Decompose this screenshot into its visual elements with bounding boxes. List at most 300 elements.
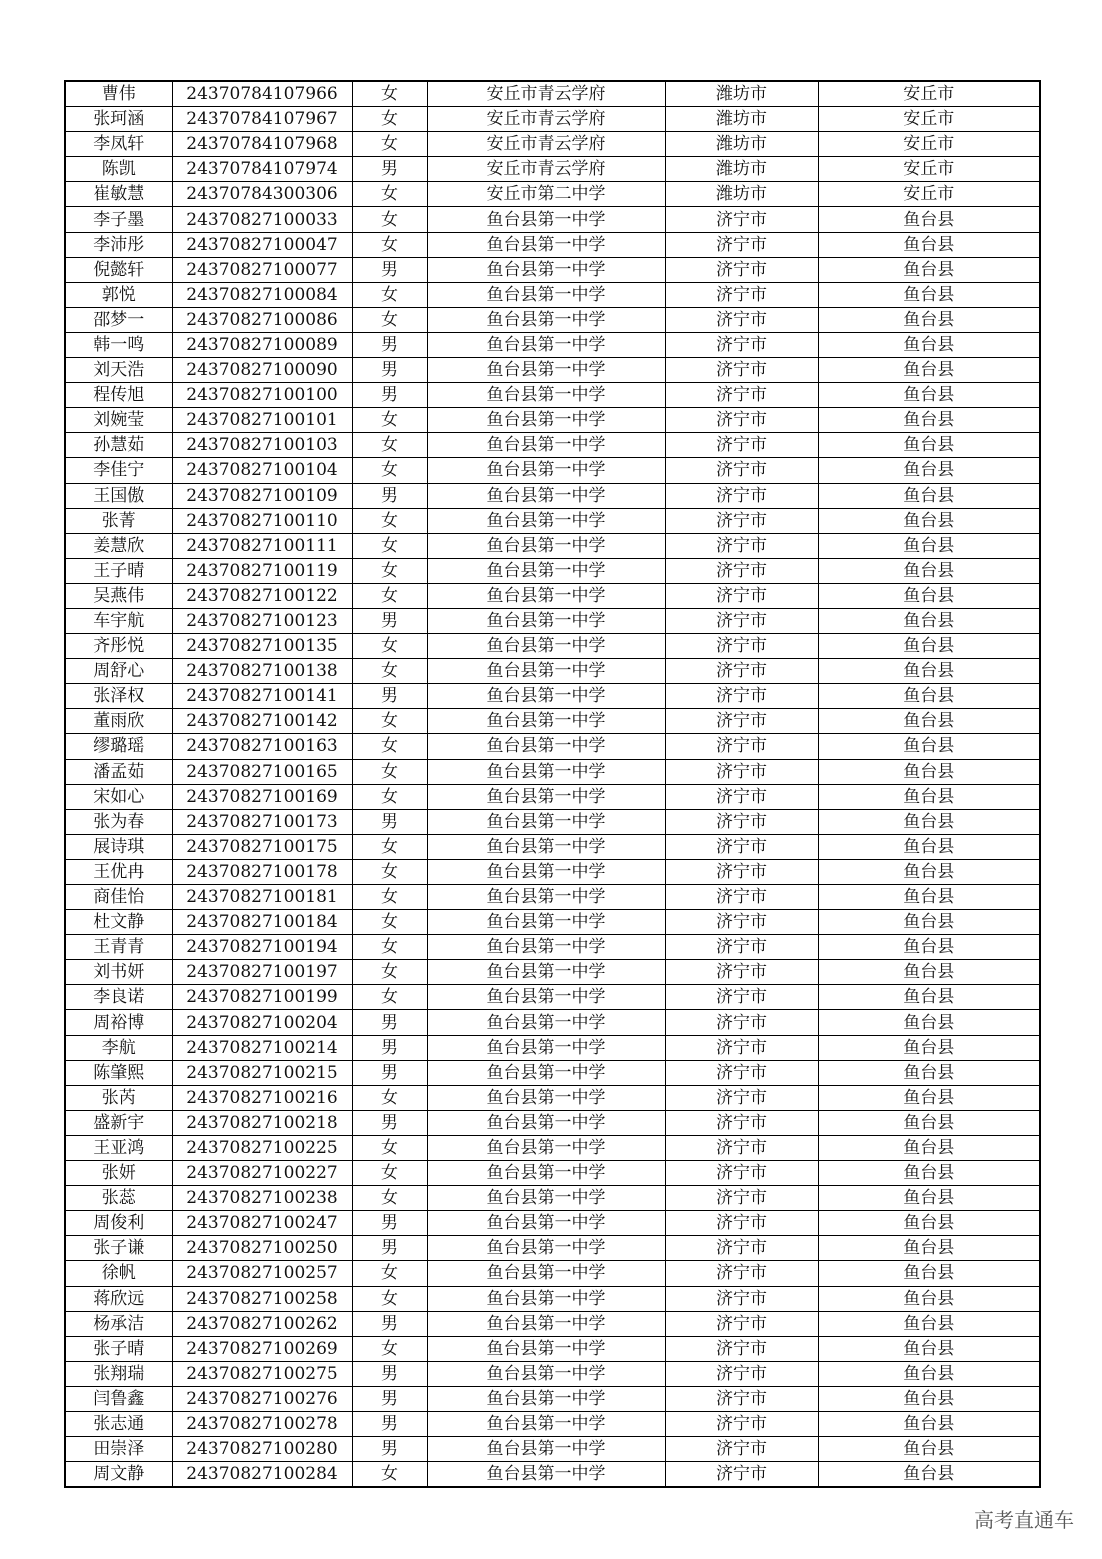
gender-cell: 女 — [352, 508, 427, 533]
gender-cell: 男 — [352, 1437, 427, 1462]
gender-cell: 女 — [352, 885, 427, 910]
city-cell: 济宁市 — [665, 734, 818, 759]
school-cell: 鱼台县第一中学 — [427, 307, 665, 332]
exam-number-cell: 24370827100142 — [172, 709, 352, 734]
gender-cell: 男 — [352, 1010, 427, 1035]
city-cell: 济宁市 — [665, 1236, 818, 1261]
school-cell: 鱼台县第一中学 — [427, 910, 665, 935]
city-cell: 潍坊市 — [665, 182, 818, 207]
table-row — [65, 985, 1040, 1010]
gender-cell: 女 — [352, 81, 427, 107]
county-cell: 鱼台县 — [818, 282, 1040, 307]
exam-number-cell: 24370827100284 — [172, 1462, 352, 1488]
city-cell: 潍坊市 — [665, 81, 818, 107]
gender-cell: 女 — [352, 1186, 427, 1211]
county-cell: 鱼台县 — [818, 433, 1040, 458]
gender-cell: 女 — [352, 132, 427, 157]
city-cell: 济宁市 — [665, 935, 818, 960]
school-cell: 安丘市第二中学 — [427, 182, 665, 207]
name-cell: 张翔瑞 — [65, 1361, 172, 1386]
gender-cell: 女 — [352, 458, 427, 483]
city-cell: 潍坊市 — [665, 157, 818, 182]
city-cell: 济宁市 — [665, 1286, 818, 1311]
county-cell: 鱼台县 — [818, 910, 1040, 935]
gender-cell: 女 — [352, 182, 427, 207]
exam-number-cell: 24370827100135 — [172, 634, 352, 659]
name-cell: 李沛彤 — [65, 232, 172, 257]
exam-number-cell: 24370784107967 — [172, 107, 352, 132]
table-row — [65, 257, 1040, 282]
county-cell: 鱼台县 — [818, 809, 1040, 834]
gender-cell: 女 — [352, 307, 427, 332]
gender-cell: 女 — [352, 1161, 427, 1186]
name-cell: 王子晴 — [65, 558, 172, 583]
gender-cell: 女 — [352, 533, 427, 558]
gender-cell: 女 — [352, 734, 427, 759]
school-cell: 鱼台县第一中学 — [427, 1336, 665, 1361]
exam-number-cell: 24370827100257 — [172, 1261, 352, 1286]
exam-number-cell: 24370827100194 — [172, 935, 352, 960]
table-row — [65, 207, 1040, 232]
school-cell: 鱼台县第一中学 — [427, 458, 665, 483]
school-cell: 鱼台县第一中学 — [427, 1035, 665, 1060]
school-cell: 鱼台县第一中学 — [427, 608, 665, 633]
city-cell: 济宁市 — [665, 1060, 818, 1085]
school-cell: 鱼台县第一中学 — [427, 734, 665, 759]
county-cell: 鱼台县 — [818, 383, 1040, 408]
gender-cell: 女 — [352, 1336, 427, 1361]
gender-cell: 女 — [352, 935, 427, 960]
exam-number-cell: 24370827100204 — [172, 1010, 352, 1035]
name-cell: 刘书妍 — [65, 960, 172, 985]
city-cell: 济宁市 — [665, 809, 818, 834]
school-cell: 鱼台县第一中学 — [427, 1236, 665, 1261]
table-row — [65, 1311, 1040, 1336]
name-cell: 倪懿轩 — [65, 257, 172, 282]
gender-cell: 男 — [352, 809, 427, 834]
school-cell: 鱼台县第一中学 — [427, 1386, 665, 1411]
school-cell: 鱼台县第一中学 — [427, 383, 665, 408]
table-row — [65, 383, 1040, 408]
city-cell: 济宁市 — [665, 508, 818, 533]
school-cell: 鱼台县第一中学 — [427, 1462, 665, 1488]
school-cell: 安丘市青云学府 — [427, 107, 665, 132]
name-cell: 闫鲁鑫 — [65, 1386, 172, 1411]
gender-cell: 女 — [352, 1462, 427, 1488]
exam-number-cell: 24370827100215 — [172, 1060, 352, 1085]
gender-cell: 女 — [352, 1286, 427, 1311]
county-cell: 鱼台县 — [818, 257, 1040, 282]
school-cell: 鱼台县第一中学 — [427, 558, 665, 583]
table-row — [65, 935, 1040, 960]
exam-number-cell: 24370827100199 — [172, 985, 352, 1010]
table-row — [65, 1261, 1040, 1286]
table-row — [65, 960, 1040, 985]
exam-number-cell: 24370827100122 — [172, 583, 352, 608]
exam-number-cell: 24370827100275 — [172, 1361, 352, 1386]
table-row — [65, 132, 1040, 157]
name-cell: 张珂涵 — [65, 107, 172, 132]
school-cell: 鱼台县第一中学 — [427, 960, 665, 985]
name-cell: 郭悦 — [65, 282, 172, 307]
exam-number-cell: 24370827100110 — [172, 508, 352, 533]
name-cell: 曹伟 — [65, 81, 172, 107]
school-cell: 鱼台县第一中学 — [427, 1311, 665, 1336]
gender-cell: 女 — [352, 634, 427, 659]
city-cell: 济宁市 — [665, 684, 818, 709]
county-cell: 鱼台县 — [818, 558, 1040, 583]
exam-number-cell: 24370827100225 — [172, 1135, 352, 1160]
exam-number-cell: 24370827100101 — [172, 408, 352, 433]
county-cell: 鱼台县 — [818, 232, 1040, 257]
name-cell: 吴燕伟 — [65, 583, 172, 608]
gender-cell: 女 — [352, 910, 427, 935]
school-cell: 鱼台县第一中学 — [427, 784, 665, 809]
city-cell: 济宁市 — [665, 985, 818, 1010]
city-cell: 济宁市 — [665, 659, 818, 684]
county-cell: 鱼台县 — [818, 1236, 1040, 1261]
table-row — [65, 558, 1040, 583]
table-row — [65, 634, 1040, 659]
name-cell: 徐帆 — [65, 1261, 172, 1286]
county-cell: 鱼台县 — [818, 784, 1040, 809]
school-cell: 鱼台县第一中学 — [427, 207, 665, 232]
school-cell: 鱼台县第一中学 — [427, 408, 665, 433]
exam-number-cell: 24370827100184 — [172, 910, 352, 935]
school-cell: 鱼台县第一中学 — [427, 1186, 665, 1211]
exam-number-cell: 24370827100119 — [172, 558, 352, 583]
city-cell: 济宁市 — [665, 1186, 818, 1211]
table-row — [65, 1336, 1040, 1361]
exam-number-cell: 24370827100089 — [172, 332, 352, 357]
name-cell: 杨承洁 — [65, 1311, 172, 1336]
county-cell: 鱼台县 — [818, 859, 1040, 884]
exam-number-cell: 24370827100109 — [172, 483, 352, 508]
city-cell: 济宁市 — [665, 1035, 818, 1060]
city-cell: 济宁市 — [665, 634, 818, 659]
exam-number-cell: 24370827100247 — [172, 1211, 352, 1236]
city-cell: 济宁市 — [665, 1135, 818, 1160]
city-cell: 济宁市 — [665, 1261, 818, 1286]
table-row — [65, 1085, 1040, 1110]
city-cell: 济宁市 — [665, 1386, 818, 1411]
name-cell: 张泽权 — [65, 684, 172, 709]
watermark-text: 高考直通车 — [974, 1508, 1074, 1532]
gender-cell: 女 — [352, 107, 427, 132]
table-row — [65, 709, 1040, 734]
name-cell: 王青青 — [65, 935, 172, 960]
city-cell: 济宁市 — [665, 332, 818, 357]
city-cell: 潍坊市 — [665, 132, 818, 157]
county-cell: 鱼台县 — [818, 759, 1040, 784]
gender-cell: 女 — [352, 709, 427, 734]
county-cell: 鱼台县 — [818, 1085, 1040, 1110]
exam-number-cell: 24370784107966 — [172, 81, 352, 107]
gender-cell: 女 — [352, 232, 427, 257]
city-cell: 济宁市 — [665, 1437, 818, 1462]
name-cell: 王优冉 — [65, 859, 172, 884]
city-cell: 济宁市 — [665, 307, 818, 332]
table-row — [65, 583, 1040, 608]
school-cell: 鱼台县第一中学 — [427, 1437, 665, 1462]
table-row — [65, 734, 1040, 759]
gender-cell: 男 — [352, 483, 427, 508]
school-cell: 安丘市青云学府 — [427, 132, 665, 157]
county-cell: 鱼台县 — [818, 332, 1040, 357]
county-cell: 鱼台县 — [818, 307, 1040, 332]
exam-number-cell: 24370827100033 — [172, 207, 352, 232]
gender-cell: 女 — [352, 1135, 427, 1160]
city-cell: 济宁市 — [665, 232, 818, 257]
name-cell: 蒋欣远 — [65, 1286, 172, 1311]
county-cell: 鱼台县 — [818, 483, 1040, 508]
city-cell: 济宁市 — [665, 1110, 818, 1135]
school-cell: 鱼台县第一中学 — [427, 483, 665, 508]
table-row — [65, 885, 1040, 910]
table-row — [65, 608, 1040, 633]
school-cell: 鱼台县第一中学 — [427, 684, 665, 709]
exam-number-cell: 24370827100111 — [172, 533, 352, 558]
city-cell: 济宁市 — [665, 558, 818, 583]
county-cell: 鱼台县 — [818, 1386, 1040, 1411]
table-row — [65, 1186, 1040, 1211]
school-cell: 鱼台县第一中学 — [427, 1261, 665, 1286]
gender-cell: 男 — [352, 157, 427, 182]
table-row — [65, 433, 1040, 458]
table-row — [65, 508, 1040, 533]
city-cell: 济宁市 — [665, 1211, 818, 1236]
county-cell: 鱼台县 — [818, 985, 1040, 1010]
table-row — [65, 408, 1040, 433]
table-row — [65, 1211, 1040, 1236]
school-cell: 鱼台县第一中学 — [427, 433, 665, 458]
name-cell: 展诗琪 — [65, 834, 172, 859]
county-cell: 鱼台县 — [818, 935, 1040, 960]
city-cell: 济宁市 — [665, 383, 818, 408]
exam-number-cell: 24370827100269 — [172, 1336, 352, 1361]
table-row — [65, 809, 1040, 834]
county-cell: 鱼台县 — [818, 1336, 1040, 1361]
name-cell: 田崇泽 — [65, 1437, 172, 1462]
gender-cell: 女 — [352, 282, 427, 307]
county-cell: 鱼台县 — [818, 1311, 1040, 1336]
table-row — [65, 81, 1040, 107]
gender-cell: 女 — [352, 558, 427, 583]
exam-number-cell: 24370827100104 — [172, 458, 352, 483]
table-row — [65, 759, 1040, 784]
table-row — [65, 107, 1040, 132]
name-cell: 张蕊 — [65, 1186, 172, 1211]
county-cell: 鱼台县 — [818, 684, 1040, 709]
name-cell: 周俊利 — [65, 1211, 172, 1236]
name-cell: 商佳怡 — [65, 885, 172, 910]
city-cell: 济宁市 — [665, 257, 818, 282]
name-cell: 周舒心 — [65, 659, 172, 684]
school-cell: 鱼台县第一中学 — [427, 659, 665, 684]
exam-number-cell: 24370827100262 — [172, 1311, 352, 1336]
exam-number-cell: 24370827100090 — [172, 358, 352, 383]
city-cell: 济宁市 — [665, 1361, 818, 1386]
county-cell: 鱼台县 — [818, 960, 1040, 985]
city-cell: 济宁市 — [665, 1462, 818, 1488]
county-cell: 安丘市 — [818, 132, 1040, 157]
exam-number-cell: 24370827100280 — [172, 1437, 352, 1462]
gender-cell: 男 — [352, 1211, 427, 1236]
gender-cell: 男 — [352, 1060, 427, 1085]
school-cell: 鱼台县第一中学 — [427, 1411, 665, 1436]
city-cell: 济宁市 — [665, 709, 818, 734]
school-cell: 鱼台县第一中学 — [427, 1211, 665, 1236]
county-cell: 鱼台县 — [818, 583, 1040, 608]
table-row — [65, 859, 1040, 884]
table-row — [65, 157, 1040, 182]
county-cell: 鱼台县 — [818, 1437, 1040, 1462]
county-cell: 安丘市 — [818, 182, 1040, 207]
table-row — [65, 684, 1040, 709]
name-cell: 张妍 — [65, 1161, 172, 1186]
county-cell: 鱼台县 — [818, 458, 1040, 483]
county-cell: 鱼台县 — [818, 358, 1040, 383]
exam-number-cell: 24370827100077 — [172, 257, 352, 282]
county-cell: 安丘市 — [818, 81, 1040, 107]
exam-number-cell: 24370827100138 — [172, 659, 352, 684]
name-cell: 刘天浩 — [65, 358, 172, 383]
county-cell: 鱼台县 — [818, 659, 1040, 684]
table-row — [65, 1110, 1040, 1135]
exam-number-cell: 24370827100216 — [172, 1085, 352, 1110]
gender-cell: 女 — [352, 985, 427, 1010]
table-body — [65, 81, 1040, 1487]
table-row — [65, 1060, 1040, 1085]
gender-cell: 男 — [352, 358, 427, 383]
exam-number-cell: 24370827100103 — [172, 433, 352, 458]
name-cell: 齐彤悦 — [65, 634, 172, 659]
name-cell: 周裕博 — [65, 1010, 172, 1035]
name-cell: 周文静 — [65, 1462, 172, 1488]
exam-number-cell: 24370784107974 — [172, 157, 352, 182]
city-cell: 济宁市 — [665, 1010, 818, 1035]
city-cell: 济宁市 — [665, 358, 818, 383]
document-page — [64, 80, 1039, 1488]
exam-number-cell: 24370827100175 — [172, 834, 352, 859]
gender-cell: 女 — [352, 1085, 427, 1110]
gender-cell: 男 — [352, 684, 427, 709]
table-row — [65, 182, 1040, 207]
school-cell: 鱼台县第一中学 — [427, 583, 665, 608]
table-row — [65, 1462, 1040, 1488]
gender-cell: 男 — [352, 1311, 427, 1336]
city-cell: 济宁市 — [665, 583, 818, 608]
exam-number-cell: 24370827100197 — [172, 960, 352, 985]
county-cell: 鱼台县 — [818, 207, 1040, 232]
table-row — [65, 1386, 1040, 1411]
county-cell: 鱼台县 — [818, 1286, 1040, 1311]
exam-number-cell: 24370827100227 — [172, 1161, 352, 1186]
county-cell: 安丘市 — [818, 157, 1040, 182]
city-cell: 潍坊市 — [665, 107, 818, 132]
exam-number-cell: 24370827100278 — [172, 1411, 352, 1436]
city-cell: 济宁市 — [665, 207, 818, 232]
name-cell: 陈凯 — [65, 157, 172, 182]
county-cell: 鱼台县 — [818, 608, 1040, 633]
school-cell: 鱼台县第一中学 — [427, 282, 665, 307]
school-cell: 鱼台县第一中学 — [427, 1161, 665, 1186]
name-cell: 刘婉莹 — [65, 408, 172, 433]
school-cell: 鱼台县第一中学 — [427, 1361, 665, 1386]
city-cell: 济宁市 — [665, 784, 818, 809]
exam-number-cell: 24370827100178 — [172, 859, 352, 884]
gender-cell: 女 — [352, 1261, 427, 1286]
table-row — [65, 358, 1040, 383]
city-cell: 济宁市 — [665, 910, 818, 935]
school-cell: 鱼台县第一中学 — [427, 634, 665, 659]
gender-cell: 男 — [352, 1386, 427, 1411]
city-cell: 济宁市 — [665, 458, 818, 483]
table-row — [65, 1411, 1040, 1436]
county-cell: 鱼台县 — [818, 1361, 1040, 1386]
county-cell: 鱼台县 — [818, 1186, 1040, 1211]
exam-number-cell: 24370827100214 — [172, 1035, 352, 1060]
school-cell: 鱼台县第一中学 — [427, 1010, 665, 1035]
name-cell: 缪璐瑶 — [65, 734, 172, 759]
school-cell: 鱼台县第一中学 — [427, 885, 665, 910]
exam-number-cell: 24370827100123 — [172, 608, 352, 633]
exam-number-cell: 24370827100163 — [172, 734, 352, 759]
name-cell: 韩一鸣 — [65, 332, 172, 357]
school-cell: 鱼台县第一中学 — [427, 508, 665, 533]
school-cell: 鱼台县第一中学 — [427, 257, 665, 282]
school-cell: 鱼台县第一中学 — [427, 332, 665, 357]
name-cell: 孙慧茹 — [65, 433, 172, 458]
city-cell: 济宁市 — [665, 859, 818, 884]
county-cell: 鱼台县 — [818, 1411, 1040, 1436]
table-row — [65, 483, 1040, 508]
name-cell: 王国傲 — [65, 483, 172, 508]
name-cell: 李凤轩 — [65, 132, 172, 157]
county-cell: 鱼台县 — [818, 1261, 1040, 1286]
city-cell: 济宁市 — [665, 282, 818, 307]
gender-cell: 男 — [352, 1361, 427, 1386]
exam-number-cell: 24370827100100 — [172, 383, 352, 408]
exam-number-cell: 24370827100165 — [172, 759, 352, 784]
county-cell: 安丘市 — [818, 107, 1040, 132]
city-cell: 济宁市 — [665, 1161, 818, 1186]
school-cell: 鱼台县第一中学 — [427, 834, 665, 859]
school-cell: 鱼台县第一中学 — [427, 1060, 665, 1085]
exam-number-cell: 24370784107968 — [172, 132, 352, 157]
name-cell: 盛新宇 — [65, 1110, 172, 1135]
name-cell: 李良诺 — [65, 985, 172, 1010]
county-cell: 鱼台县 — [818, 1211, 1040, 1236]
city-cell: 济宁市 — [665, 533, 818, 558]
name-cell: 杜文静 — [65, 910, 172, 935]
county-cell: 鱼台县 — [818, 709, 1040, 734]
gender-cell: 男 — [352, 332, 427, 357]
school-cell: 鱼台县第一中学 — [427, 232, 665, 257]
exam-number-cell: 24370827100218 — [172, 1110, 352, 1135]
city-cell: 济宁市 — [665, 1085, 818, 1110]
table-row — [65, 332, 1040, 357]
name-cell: 宋如心 — [65, 784, 172, 809]
name-cell: 张为春 — [65, 809, 172, 834]
name-cell: 陈肇熙 — [65, 1060, 172, 1085]
table-row — [65, 1286, 1040, 1311]
table-row — [65, 307, 1040, 332]
gender-cell: 男 — [352, 1411, 427, 1436]
table-row — [65, 1135, 1040, 1160]
exam-number-cell: 24370827100250 — [172, 1236, 352, 1261]
name-cell: 张芮 — [65, 1085, 172, 1110]
